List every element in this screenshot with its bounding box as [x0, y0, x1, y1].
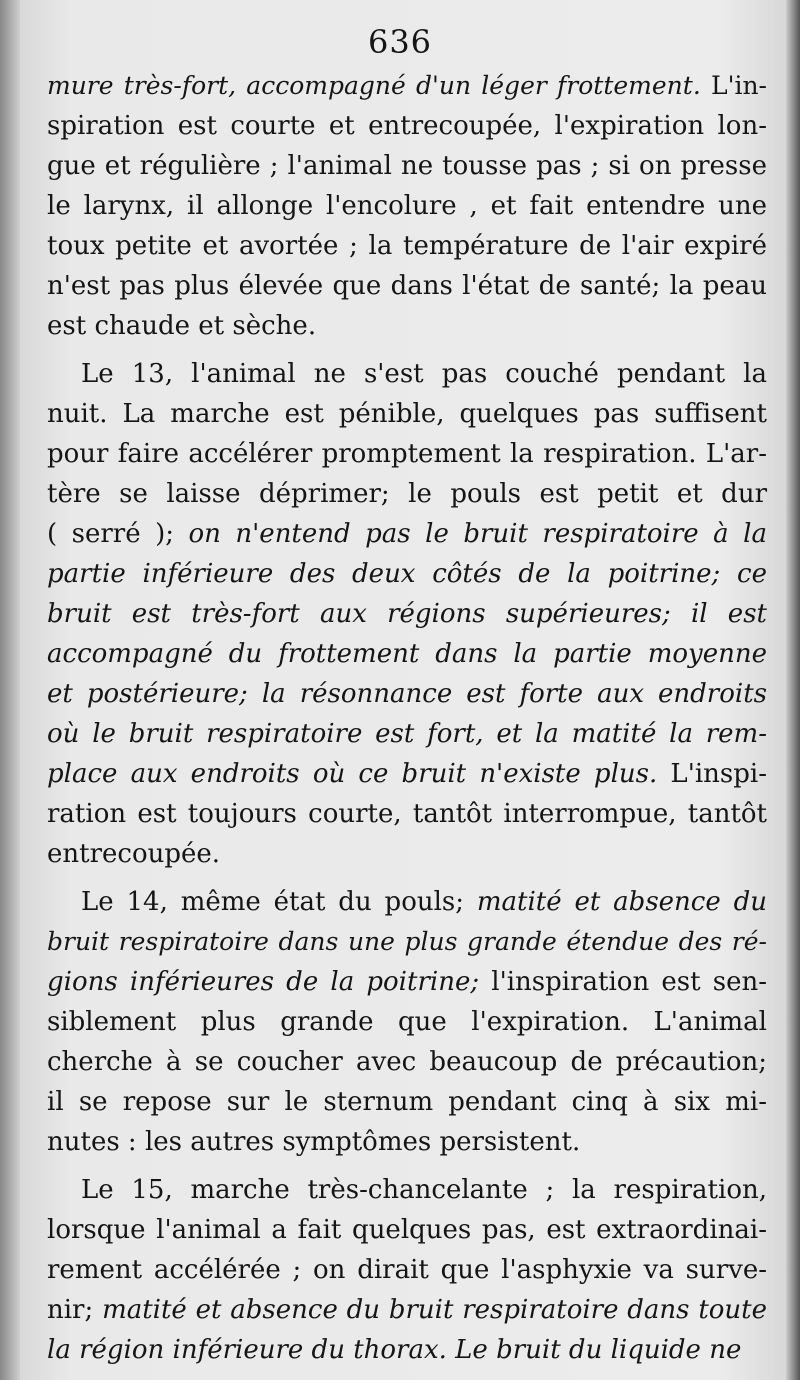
text-line	[47, 1290, 767, 1330]
text-run: L'in-	[700, 71, 767, 100]
italic-text: mure très-fort, accompagné d'un léger frottement.	[47, 71, 701, 100]
text-run: est chaude et sèche.	[47, 311, 317, 341]
text-line	[47, 1210, 767, 1250]
text-line	[47, 266, 767, 306]
page-gutter-shadow	[0, 0, 20, 1380]
body-text	[47, 66, 767, 1370]
text-run: lorsque l'animal a fait quelques pas, est extraordinai-	[47, 1215, 767, 1245]
text-run: l'inspiration est sen-	[479, 967, 768, 997]
page-edge-shadow	[786, 0, 800, 1380]
text-line	[47, 1002, 767, 1042]
italic-text: matité et absence du	[476, 887, 767, 917]
text-line	[47, 794, 767, 834]
text-run: nutes : les autres symptômes persistent.	[47, 1127, 581, 1157]
text-run: cherche à se coucher avec beaucoup de précaution;	[47, 1047, 767, 1077]
text-line	[47, 106, 767, 146]
italic-text: bruit est très-fort aux régions supérieures; il est	[47, 599, 767, 629]
text-line	[47, 146, 767, 186]
text-run: L'inspi-	[657, 759, 767, 789]
text-run: spiration est courte et entrecoupée, l'expiration lon-	[47, 111, 767, 141]
text-line	[47, 594, 767, 634]
italic-text: matité et absence du bruit respiratoire dans toute	[102, 1295, 768, 1325]
text-line	[47, 394, 767, 434]
text-line	[47, 514, 767, 554]
text-line	[47, 1122, 767, 1162]
text-line	[47, 474, 767, 514]
page-number: 636	[367, 23, 433, 61]
text-line	[47, 434, 767, 474]
text-run: nuit. La marche est pénible, quelques pas suffisent	[47, 399, 767, 429]
italic-text: et postérieure; la résonnance est forte aux endroits	[47, 679, 767, 709]
text-run: toux petite et avortée ; la température de l'air expiré	[47, 231, 767, 261]
text-line	[47, 306, 767, 346]
text-run: Le 14, même état du pouls;	[81, 887, 477, 917]
text-run: ( serré );	[47, 519, 189, 549]
text-line	[47, 882, 767, 922]
text-line	[47, 354, 767, 394]
text-line	[47, 66, 767, 106]
text-run: le larynx, il allonge l'encolure , et fait entendre une	[47, 191, 767, 221]
text-line	[47, 754, 767, 794]
text-line	[47, 922, 767, 962]
italic-text: on n'entend pas le bruit respiratoire à la	[188, 519, 767, 549]
text-run: Le 13, l'animal ne s'est pas couché pendant la	[81, 359, 767, 389]
text-run: siblement plus grande que l'expiration. L'animal	[47, 1007, 767, 1037]
text-line	[47, 834, 767, 874]
italic-text: partie inférieure des deux côtés de la poitrine; ce	[47, 559, 767, 589]
text-line	[47, 226, 767, 266]
text-line	[47, 1082, 767, 1122]
text-line	[47, 1170, 767, 1210]
italic-text: place aux endroits où ce bruit n'existe plus.	[47, 759, 658, 789]
text-run: tère se laisse déprimer; le pouls est petit et dur	[47, 479, 767, 509]
italic-text: la région inférieure du thorax. Le bruit du liquide ne	[47, 1335, 742, 1365]
text-run: pour faire accélérer promptement la respiration. L'ar-	[47, 439, 767, 469]
text-line	[47, 1330, 767, 1370]
italic-text: gions inférieures de la poitrine;	[47, 967, 480, 997]
text-line	[47, 554, 767, 594]
text-run: gue et régulière ; l'animal ne tousse pas ; si on presse	[47, 151, 767, 181]
text-run: entrecoupée.	[47, 839, 221, 869]
italic-text: accompagné du frottement dans la partie moyenne	[47, 639, 767, 669]
text-line	[47, 634, 767, 674]
text-run: rement accélérée ; on dirait que l'asphyxie va surve-	[47, 1255, 767, 1285]
text-line	[47, 674, 767, 714]
text-line	[47, 714, 767, 754]
text-line	[47, 1042, 767, 1082]
text-run: n'est pas plus élevée que dans l'état de santé; la peau	[47, 271, 767, 301]
text-line	[47, 186, 767, 226]
text-line	[47, 962, 767, 1002]
text-run: ration est toujours courte, tantôt interrompue, tantôt	[47, 799, 767, 829]
text-line	[47, 1250, 767, 1290]
text-run: Le 15, marche très-chancelante ; la respiration,	[81, 1175, 767, 1205]
italic-text: bruit respiratoire dans une plus grande étendue des ré-	[47, 927, 767, 956]
text-run: il se repose sur le sternum pendant cinq à six mi-	[47, 1087, 767, 1117]
italic-text: où le bruit respiratoire est fort, et la matité la rem-	[47, 719, 767, 749]
text-run: nir;	[47, 1295, 103, 1325]
